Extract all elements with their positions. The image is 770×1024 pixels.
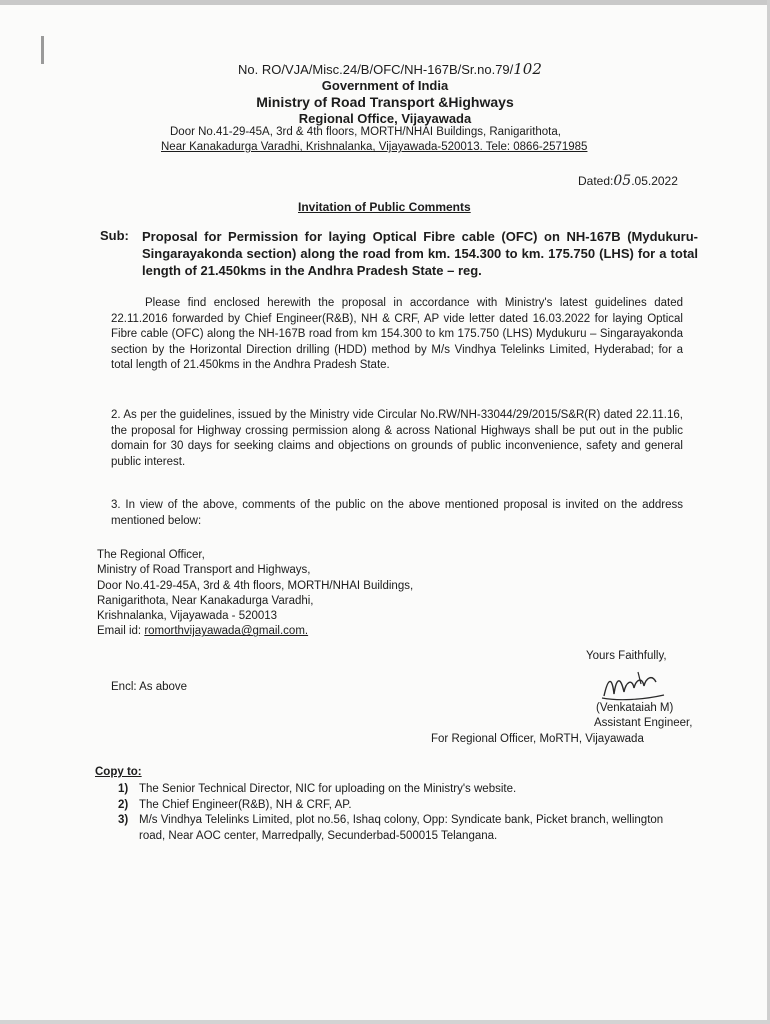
list-item: [118, 798, 684, 814]
handwritten-signature: [598, 668, 668, 704]
list-item: [118, 813, 684, 844]
document-heading: Invitation of Public Comments: [298, 200, 471, 214]
paragraph-1: Please find enclosed herewith the proposal in accordance with Ministry's latest guidelines dated 22.11.2016 forwarded by Chief Engineer(R&B), NH & CRF, AP vide letter dated 16.03.2022 for laying Optical Fibre cable (OFC) along the NH-167B road from km 154.300 to km 175.750 (LHS) Mydukuru – Singarayakonda section by the Horizontal Direction drilling (HDD) method by M/s Vindhya Telelinks Limited, Hyderabad; for a total length of 21.450kms in the Andhra Pradesh State.: [111, 297, 683, 371]
list-item-number: 2): [118, 798, 129, 811]
government-title: Government of India: [321, 78, 449, 93]
address-line: The Regional Officer,: [97, 549, 205, 561]
office-title: Regional Office, Vijayawada: [298, 111, 472, 126]
header-address-line1: Door No.41-29-45A, 3rd & 4th floors, MORTH/NHAI Buildings, Ranigarithota,: [170, 126, 561, 138]
list-item-text: The Chief Engineer(R&B), NH & CRF, AP.: [139, 798, 352, 811]
subject-label: Sub:: [100, 228, 129, 243]
email-label: Email id:: [97, 625, 142, 638]
dated-rest: .05.2022: [631, 174, 678, 188]
copy-to-label: Copy to:: [95, 766, 142, 778]
scan-margin-mark: [41, 36, 44, 64]
address-line: Door No.41-29-45A, 3rd & 4th floors, MORTH/NHAI Buildings,: [97, 579, 414, 592]
dated-line: [578, 173, 678, 189]
paragraph-2: 2. As per the guidelines, issued by the Ministry vide Circular No.RW/NH-33044/29/2015/S&R(R) dated 22.11.16, the proposal for Highway crossing permission along & across National Highways shall be put out in the public domain for 30 days for seeking claims and objections on grounds of public inconvenience, safety and general public interest.: [111, 409, 683, 468]
signer-name: (Venkataiah M): [596, 702, 674, 714]
signer-office: For Regional Officer, MoRTH, Vijayawada: [431, 733, 644, 745]
page-bottom-edge: [0, 1020, 770, 1024]
paragraph-3: 3. In view of the above, comments of the public on the above mentioned proposal is invited on the address mentioned below:: [111, 499, 683, 527]
address-line: Ministry of Road Transport and Highways,: [97, 564, 311, 577]
reference-number: [238, 60, 542, 78]
closing-salutation: Yours Faithfully,: [586, 650, 667, 662]
address-line: Ranigarithota, Near Kanakadurga Varadhi,: [97, 594, 314, 607]
address-line: Krishnalanka, Vijayawada - 520013: [97, 610, 278, 623]
email-link[interactable]: romorthvijayawada@gmail.com.: [144, 625, 309, 638]
list-item-number: 1): [118, 783, 129, 795]
header-address-line2: Near Kanakadurga Varadhi, Krishnalanka, Vijayawada-520013. Tele: 0866-2571985: [161, 141, 588, 153]
dated-label: Dated:: [578, 174, 614, 188]
page-top-edge: [0, 0, 770, 5]
dated-day-handwritten: 05: [613, 173, 632, 189]
recipient-address-block: [97, 548, 413, 640]
enclosure-note: Encl: As above: [111, 681, 188, 693]
list-item: [118, 782, 684, 798]
subject-text: Proposal for Permission for laying Optical Fibre cable (OFC) on NH-167B (Mydukuru-Singarayakonda section) along the road from km. 154.300 to km. 175.750 (LHS) for a total length of 21.450kms in the Andhra Pradesh State – reg.: [142, 229, 698, 278]
reference-number-text: No. RO/VJA/Misc.24/B/OFC/NH-167B/Sr.no.79/: [238, 62, 514, 77]
copy-to-list: [118, 782, 684, 844]
ministry-title: Ministry of Road Transport &Highways: [256, 94, 514, 110]
list-item-text: M/s Vindhya Telelinks Limited, plot no.56, Ishaq colony, Opp: Syndicate bank, Picket branch, wellington road, Near AOC center, Marredpally, Secunderbad-500015 Telangana.: [139, 814, 664, 842]
email-line: [97, 624, 413, 639]
signer-designation: Assistant Engineer,: [594, 717, 693, 729]
list-item-text: The Senior Technical Director, NIC for uploading on the Ministry's website.: [139, 783, 517, 795]
reference-number-handwritten: 102: [513, 60, 542, 78]
list-item-number: 3): [118, 814, 129, 826]
